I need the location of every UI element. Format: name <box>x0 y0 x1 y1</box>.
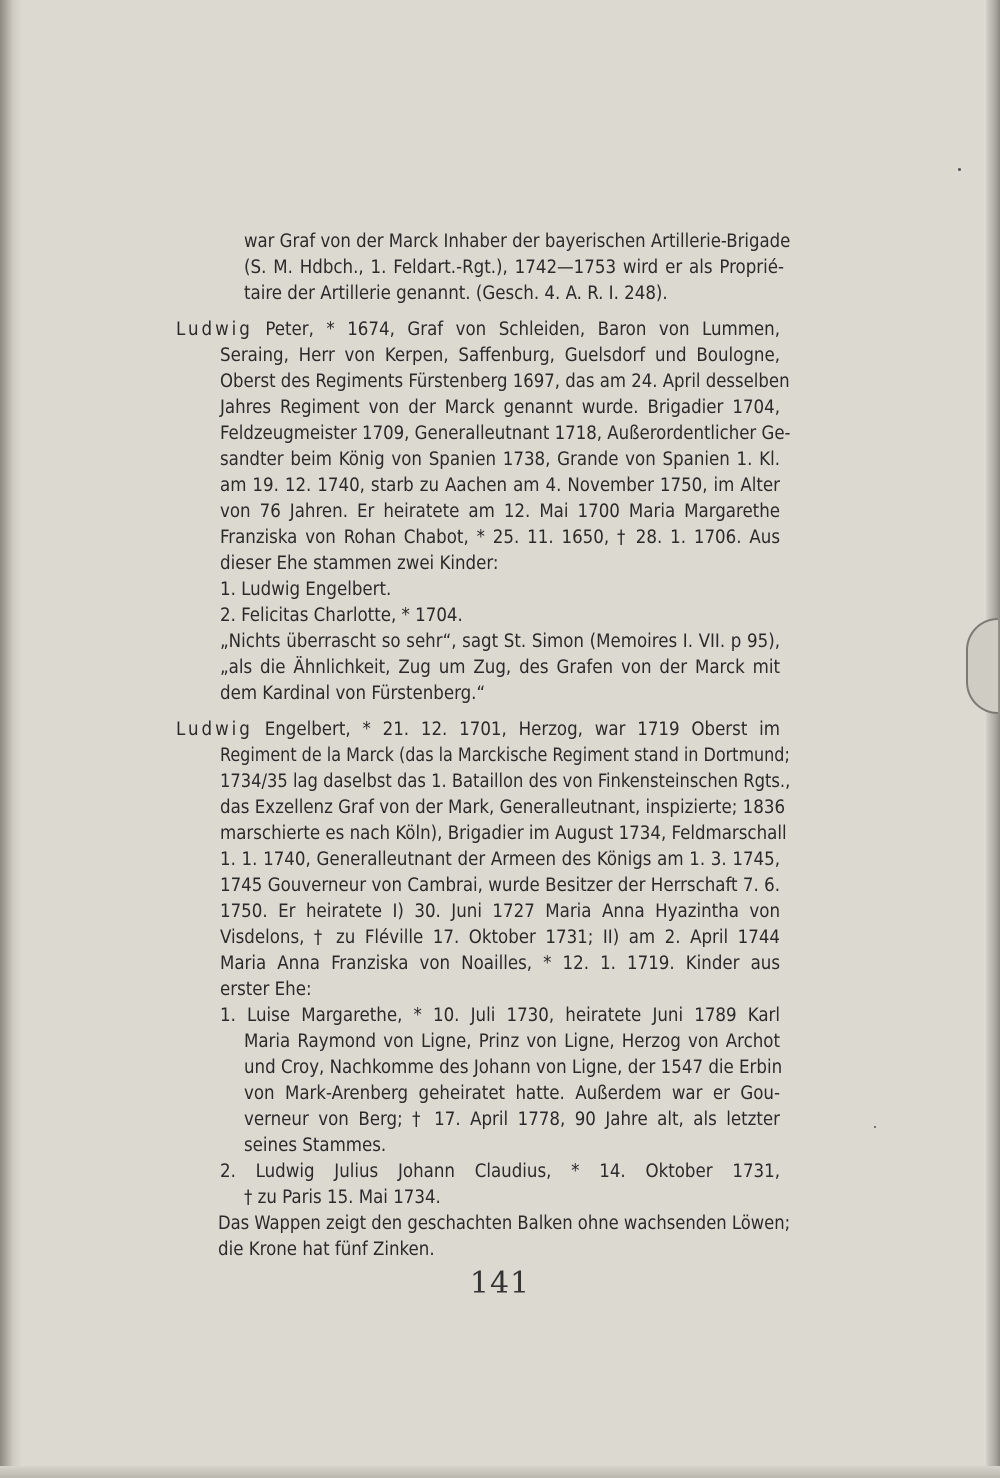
text-line: am 19. 12. 1740, starb zu Aachen am 4. November 1750, im Alter <box>220 475 780 496</box>
text-line: Maria Raymond von Ligne, Prinz von Ligne, Herzog von Archot <box>244 1031 780 1052</box>
text-line: von 76 Jahren. Er heiratete am 12. Mai 1700 Maria Margarethe <box>220 501 780 522</box>
text-line: das Exzellenz Graf von der Mark, Generalleutnant, inspizierte; 1836 <box>220 797 786 818</box>
person-name: Ludwig <box>176 319 253 340</box>
text-line: seines Stammes. <box>244 1135 387 1156</box>
text-line: Visdelons, † zu Fléville 17. Oktober 1731; II) am 2. April 1744 <box>220 927 780 948</box>
text-line: 1. 1. 1740, Generalleutnant der Armeen des Königs am 1. 3. 1745, <box>220 849 780 870</box>
text-line: Oberst des Regiments Fürstenberg 1697, das am 24. April desselben <box>220 371 790 392</box>
text-line: Jahres Regiment von der Marck genannt wurde. Brigadier 1704, <box>220 397 780 418</box>
person-name: Ludwig <box>176 719 253 740</box>
text-line: sandter beim König von Spanien 1738, Grande von Spanien 1. Kl. <box>220 449 780 470</box>
text-line: 1734/35 lag daselbst das 1. Bataillon des von Finkensteinschen Rgts., <box>220 771 791 792</box>
text-line: Feldzeugmeister 1709, Generalleutnant 1718, Außerordentlicher Ge- <box>220 423 791 444</box>
text-line: die Krone hat fünf Zinken. <box>218 1239 435 1260</box>
list-item: 1. Luise Margarethe, * 10. Juli 1730, heiratete Juni 1789 Karl <box>220 1005 780 1026</box>
text-line: erster Ehe: <box>220 979 312 1000</box>
text-line: (S. M. Hdbch., 1. Feldart.-Rgt.), 1742—1753 wird er als Proprié- <box>244 257 784 278</box>
text-line: Franziska von Rohan Chabot, * 25. 11. 1650, † 28. 1. 1706. Aus <box>220 527 780 548</box>
text-line: taire der Artillerie genannt. (Gesch. 4. A. R. I. 248). <box>244 283 668 304</box>
text-line: 1750. Er heiratete I) 30. Juni 1727 Maria Anna Hyazintha von <box>220 901 780 922</box>
quote-line: „als die Ähnlichkeit, Zug um Zug, des Grafen von der Marck mit <box>220 657 780 678</box>
text-line: und Croy, Nachkomme des Johann von Ligne, der 1547 die Erbin <box>244 1057 783 1078</box>
list-item: 1. Ludwig Engelbert. <box>220 579 392 600</box>
text-line: Maria Anna Franziska von Noailles, * 12. 1. 1719. Kinder aus <box>220 953 780 974</box>
quote-line: dem Kardinal von Fürstenberg.“ <box>220 683 486 704</box>
list-item: 2. Felicitas Charlotte, * 1704. <box>220 605 463 626</box>
page-number: 141 <box>469 1266 531 1301</box>
text-line: 1745 Gouverneur von Cambrai, wurde Besitzer der Herrschaft 7. 6. <box>220 875 780 896</box>
quote-line: „Nichts überrascht so sehr“, sagt St. Simon (Memoires I. VII. p 95), <box>220 631 780 652</box>
text-line: Regiment de la Marck (das la Marckische Regiment stand in Dortmund; <box>220 745 790 766</box>
text-line: dieser Ehe stammen zwei Kinder: <box>220 553 499 574</box>
entry-heading-line: Ludwig Engelbert, * 21. 12. 1701, Herzog, war 1719 Oberst im <box>176 719 780 740</box>
text-line: war Graf von der Marck Inhaber der bayerischen Artillerie-Brigade <box>244 231 791 252</box>
list-item: 2. Ludwig Julius Johann Claudius, * 14. Oktober 1731, <box>220 1161 780 1182</box>
text-line: † zu Paris 15. Mai 1734. <box>244 1187 441 1208</box>
text-line: verneur von Berg; † 17. April 1778, 90 Jahre alt, als letzter <box>244 1109 780 1130</box>
text-line: von Mark-Arenberg geheiratet hatte. Außerdem war er Gou- <box>244 1083 780 1104</box>
text-line: Das Wappen zeigt den geschachten Balken ohne wachsenden Löwen; <box>218 1213 791 1234</box>
entry-heading-line: Ludwig Peter, * 1674, Graf von Schleiden, Baron von Lummen, <box>176 319 780 340</box>
text-line: Seraing, Herr von Kerpen, Saffenburg, Guelsdorf und Boulogne, <box>220 345 780 366</box>
text-line: marschierte es nach Köln), Brigadier im August 1734, Feldmarschall <box>220 823 787 844</box>
